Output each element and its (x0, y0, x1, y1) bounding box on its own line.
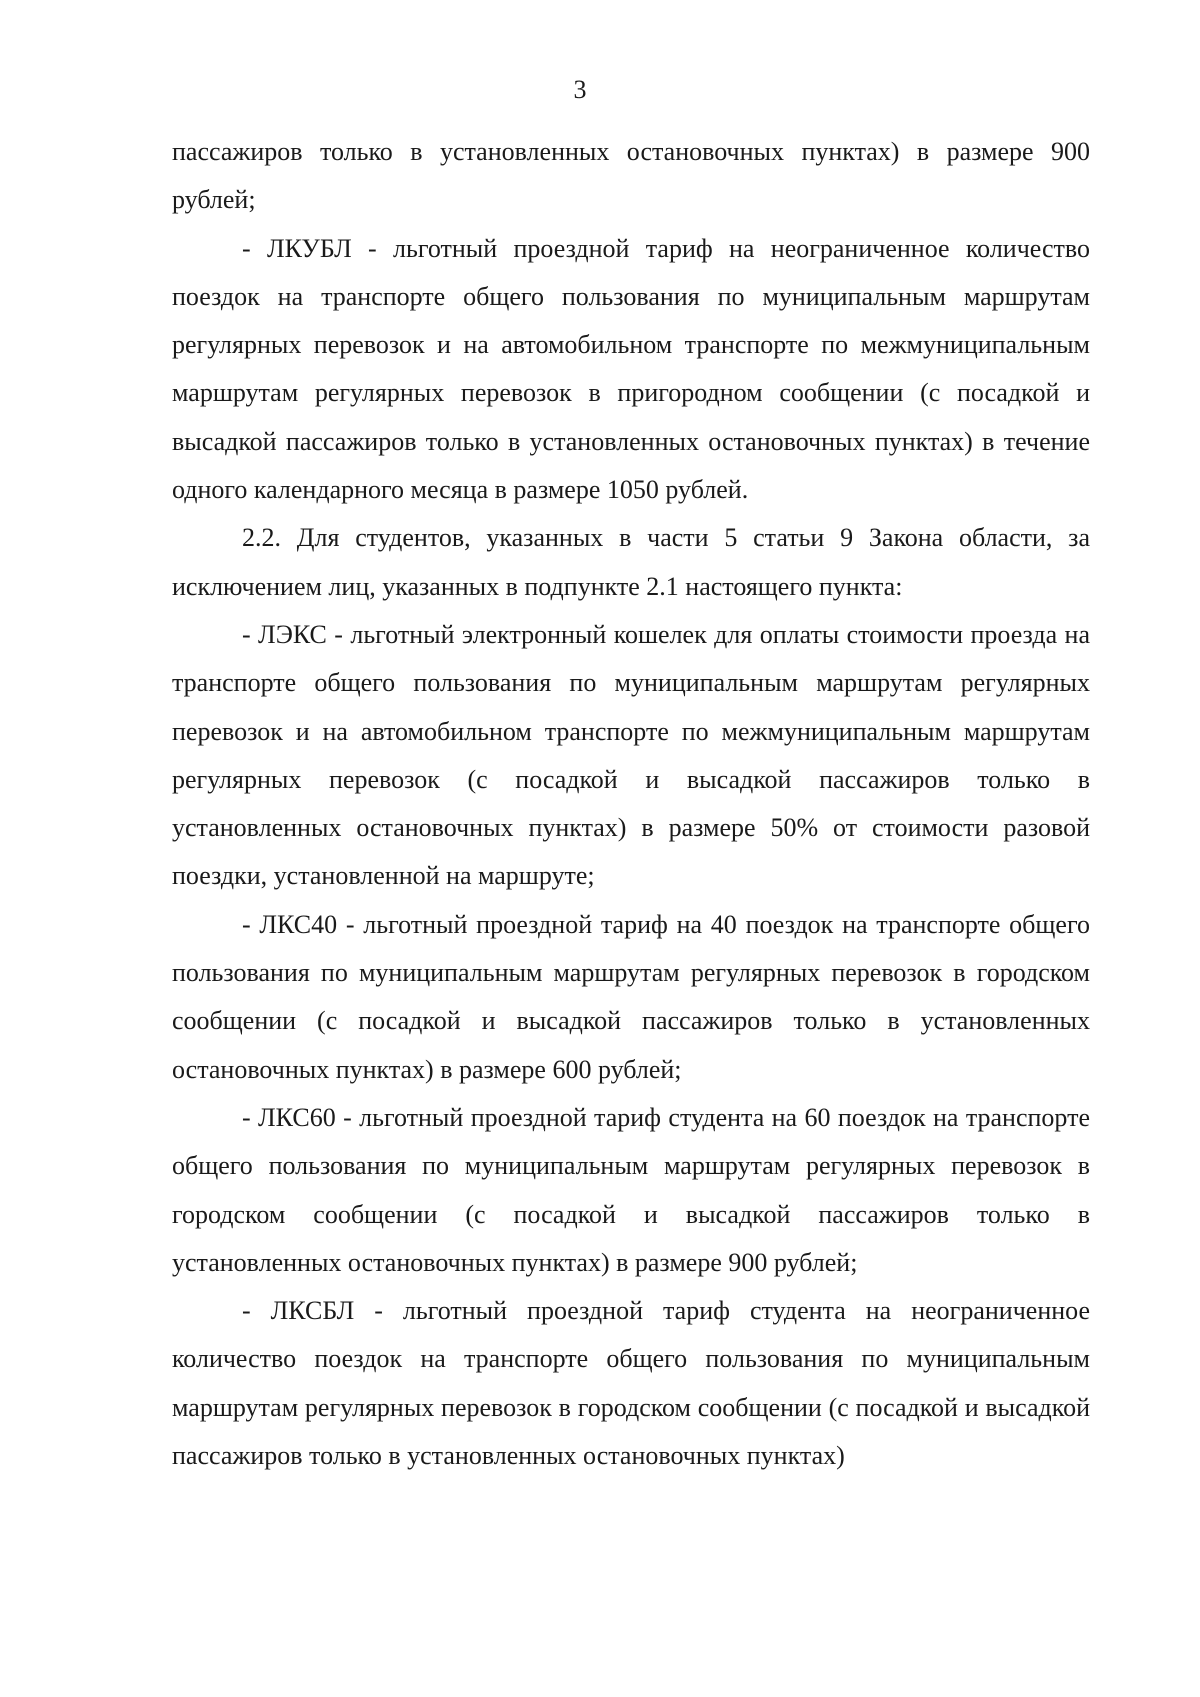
page-number: 3 (573, 75, 587, 104)
paragraph-lks60: - ЛКС60 - льготный проездной тариф студента на 60 поездок на транспорте общего пользования по муниципальным маршрутам регулярных перевозок в городском сообщении (с посадкой и высадкой пассажиров только в установленных остановочных пунктах) в размере 900 рублей; (172, 1102, 1090, 1277)
paragraph-lkubl: - ЛКУБЛ - льготный проездной тариф на неограниченное количество поездок на транспорте общего пользования по муниципальным маршрутам регулярных перевозок и на автомобильном транспорте по межмуниципальным маршрутам регулярных перевозок в пригородном сообщении (с посадкой и высадкой пассажиров только в установленных остановочных пунктах) в течение одного календарного месяца в размере 1050 рублей. (172, 233, 1090, 505)
paragraph-leks: - ЛЭКС - льготный электронный кошелек для оплаты стоимости проезда на транспорте общего пользования по муниципальным маршрутам регулярных перевозок и на автомобильном транспорте по межмуниципальным маршрутам регулярных перевозок (с посадкой и высадкой пассажиров только в установленных остановочных пунктах) в размере 50% от стоимости разовой поездки, установленной на маршруте; (172, 619, 1090, 891)
paragraph-lksbl: - ЛКСБЛ - льготный проездной тариф студента на неограниченное количество поездок на транспорте общего пользования по муниципальным маршрутам регулярных перевозок в городском сообщении (с посадкой и высадкой пассажиров только в установленных остановочных пунктах) (172, 1296, 1090, 1471)
paragraph-section-2-2: 2.2. Для студентов, указанных в части 5 статьи 9 Закона области, за исключением лиц, указанных в подпункте 2.1 настоящего пункта: (172, 523, 1090, 601)
document-body (172, 128, 1090, 1480)
paragraph-continuation: пассажиров только в установленных остановочных пунктах) в размере 900 рублей; (172, 137, 1090, 215)
paragraph-lks40: - ЛКС40 - льготный проездной тариф на 40 поездок на транспорте общего пользования по муниципальным маршрутам регулярных перевозок в городском сообщении (с посадкой и высадкой пассажиров только в установленных остановочных пунктах) в размере 600 рублей; (172, 909, 1090, 1084)
